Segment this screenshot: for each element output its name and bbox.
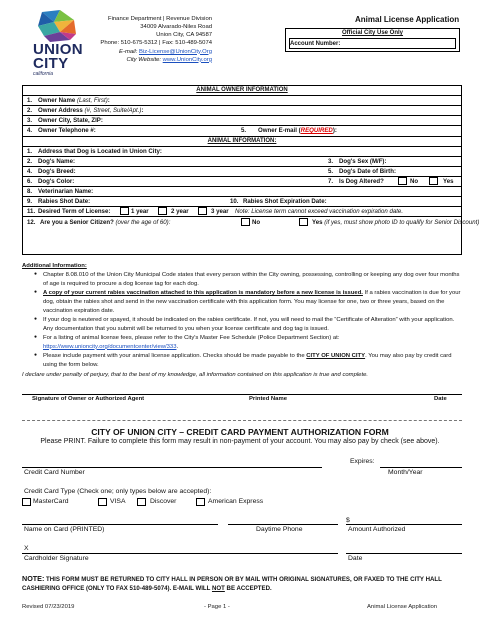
perjury-declaration: I declare under penalty of perjury, that to the best of my knowledge, all information contained on this application is true and complete.: [22, 372, 369, 378]
dog-altered-question: [328, 178, 384, 186]
owner-phone-field[interactable]: [27, 127, 96, 135]
row-number: 5.: [241, 127, 247, 134]
row-tail: :: [141, 107, 144, 114]
info-text: If your dog is neutered or spayed, it should be indicated on the rabies certificate. If not, you will need to mail the “Certificate of Alteration” with your application. Any documentation that you submit will be returned to you when your license certificate and dog tag is issued.: [43, 316, 455, 332]
row-label: Dog's Sex (M/F):: [339, 158, 387, 165]
row-number: 6.: [27, 178, 33, 185]
yes-note: (if yes, must show photo ID to qualify for Senior Discount): [322, 219, 480, 226]
info-text: .: [176, 343, 179, 350]
altered-yes-label: Yes: [443, 178, 454, 185]
row-number: 8.: [27, 188, 33, 195]
dog-name-field[interactable]: [27, 158, 75, 166]
info-item: [34, 352, 462, 370]
month-year-label: Month/Year: [388, 469, 423, 476]
signature-x: X: [24, 545, 29, 552]
senior-yes-label: [312, 219, 479, 227]
owner-email-field[interactable]: [241, 127, 337, 135]
card-number-line[interactable]: [22, 467, 322, 468]
additional-heading: Additional Information:: [22, 263, 87, 269]
row-note: (Last, First): [76, 97, 108, 104]
row-number: 3.: [328, 158, 334, 165]
senior-question: [27, 219, 170, 227]
term-1-year-checkbox[interactable]: [120, 207, 129, 215]
info-list: [34, 271, 462, 370]
row-label: Address that Dog is Located in Union City:: [38, 148, 162, 155]
row-label: Dog's Color:: [38, 178, 75, 185]
email-link[interactable]: Biz-License@UnionCity.Org: [139, 48, 212, 55]
mastercard-checkbox[interactable]: [22, 498, 31, 506]
note-end: BE ACCEPTED.: [224, 585, 272, 593]
dog-sex-field[interactable]: [328, 158, 387, 166]
owner-section-heading: ANIMAL OWNER INFORMATION: [196, 87, 288, 93]
signature-date-label: Date: [434, 396, 447, 402]
row-label: Dog's Date of Birth:: [339, 168, 396, 175]
logo-text-california: california: [33, 71, 54, 77]
row-label: Is Dog Altered?: [339, 178, 384, 185]
row-number: 1.: [27, 97, 33, 104]
daytime-phone-label: Daytime Phone: [256, 526, 303, 533]
row-number: 10.: [230, 198, 239, 205]
return-note: [22, 573, 462, 594]
row-label: Rabies Shot Expiration Date:: [243, 198, 327, 205]
card-type-label: Credit Card Type (Check one; only types below are accepted):: [24, 488, 212, 495]
row-number: 4.: [27, 168, 33, 175]
cc-date-label: Date: [348, 555, 363, 562]
row-number: 7.: [328, 178, 334, 185]
mastercard-label: MasterCard: [33, 498, 69, 505]
info-bold-text: A copy of your current rabies vaccination attached to this application is mandatory before a new license is issued.: [43, 289, 363, 296]
page-number: - Page 1 -: [204, 604, 230, 610]
dog-color-field[interactable]: [27, 178, 74, 186]
term-2-year-checkbox[interactable]: [158, 207, 167, 215]
rabies-expiration-field[interactable]: [230, 198, 327, 206]
row-label: Owner Name: [38, 97, 77, 104]
account-number-label: Account Number:: [290, 41, 341, 47]
address-line-2: Union City, CA 94587: [156, 32, 212, 39]
owner-city-field[interactable]: [27, 117, 103, 125]
phone-fax: Phone: 510-675-5312 | Fax: 510-489-5074: [100, 40, 212, 47]
row-label: Dog's Breed:: [38, 168, 76, 175]
row-number: 1.: [27, 148, 33, 155]
logo-text-union: UNION: [33, 41, 83, 58]
owner-address-field[interactable]: [27, 107, 143, 115]
website-label: City Website:: [126, 56, 163, 63]
term-2-year-label: 2 year: [171, 208, 189, 215]
cardholder-signature-label: Cardholder Signature: [24, 555, 89, 562]
revised-date: Revised 07/23/2019: [22, 604, 75, 610]
email-label: Owner E-mail (: [258, 127, 301, 134]
dog-breed-field[interactable]: [27, 168, 76, 176]
owner-name-field[interactable]: [27, 97, 110, 105]
term-note: Note: License term cannot exceed vaccination expiration date.: [235, 208, 404, 215]
license-term-question: [27, 208, 110, 216]
email-line: [88, 48, 212, 56]
altered-yes-checkbox[interactable]: [429, 177, 438, 185]
footer-title: Animal License Application: [367, 604, 438, 610]
row-label: Dog's Name:: [38, 158, 76, 165]
expiration-line[interactable]: [380, 467, 462, 468]
dollar-sign: $: [346, 517, 350, 524]
info-text: Please include payment with your animal license application. Checks should be made payable to the: [43, 352, 307, 359]
discover-label: Discover: [150, 498, 177, 505]
term-1-year-label: 1 year: [131, 208, 149, 215]
info-item: [34, 289, 462, 316]
name-on-card-label: Name on Card (PRINTED): [24, 526, 105, 533]
info-item: [34, 334, 462, 352]
dog-location-field[interactable]: [27, 148, 162, 156]
address-line-1: 34009 Alvarado-Niles Road: [140, 24, 212, 31]
note-label: NOTE:: [22, 574, 45, 583]
note-text: THIS FORM MUST BE RETURNED TO CITY HALL IN PERSON OR BY MAIL WITH ORIGINAL SIGNATURES, OR FAXED TO THE CITY HALL CASHIERING OFFICE (ONLY TO FAX 510-489-5074). E-MAIL WILL: [22, 576, 442, 593]
additional-information: [22, 262, 462, 370]
amount-line[interactable]: [346, 524, 462, 525]
printed-name-label: Printed Name: [249, 396, 287, 402]
email-label: E-mail:: [119, 48, 140, 55]
info-item: [34, 271, 462, 289]
fee-schedule-link[interactable]: https://www.unioncity.org/documentcenter/view/333: [43, 343, 177, 350]
visa-label: VISA: [110, 498, 126, 505]
page-title: Animal License Application: [355, 15, 460, 24]
info-text: Chapter 8.08.010 of the Union City Municipal Code states that every person within the City owning, possessing, controlling or keeping any dog over four months of age is required to procure a dog license tag for each dog.: [43, 271, 460, 287]
row-note: (over the age of 60):: [115, 219, 171, 226]
animal-section-heading: ANIMAL INFORMATION:: [207, 138, 277, 144]
cardholder-signature-line[interactable]: [22, 553, 338, 554]
website-line: [88, 56, 212, 64]
row-number: 2.: [27, 107, 33, 114]
term-3-year-label: 3 year: [211, 208, 229, 215]
department-header: [88, 15, 212, 64]
row-number: 2.: [27, 158, 33, 165]
email-tail: ):: [332, 127, 337, 134]
official-use-label: Official City Use Only: [341, 30, 404, 36]
row-label: Owner Telephone #:: [38, 127, 96, 134]
row-label: Rabies Shot Date:: [38, 198, 91, 205]
info-text: . You may also pay by credit card using the form below.: [43, 352, 452, 368]
altered-no-label: No: [410, 178, 419, 185]
cc-form-instructions: Please PRINT. Failure to complete this form may result in non-payment of your account. You may also pay by check (see above).: [40, 438, 440, 445]
expires-label: Expires:: [350, 458, 375, 465]
amex-checkbox[interactable]: [196, 498, 205, 506]
application-form: [22, 85, 480, 255]
website-link[interactable]: www.UnionCity.org: [162, 56, 212, 63]
row-label: Owner City, State, ZIP:: [38, 117, 103, 124]
rabies-date-field[interactable]: [27, 198, 90, 206]
amount-label: Amount Authorized: [348, 526, 406, 533]
info-item: [34, 316, 462, 334]
cut-line: [22, 420, 462, 421]
name-on-card-line[interactable]: [22, 524, 218, 525]
row-number: 11.: [27, 208, 36, 215]
amex-label: American Express: [208, 498, 264, 505]
cc-form-title: CITY OF UNION CITY – CREDIT CARD PAYMENT AUTHORIZATION FORM: [91, 427, 389, 437]
required-marker: REQUIRED: [300, 127, 333, 134]
row-number: 9.: [27, 198, 33, 205]
logo-text-city: CITY: [33, 55, 69, 72]
yes-text: Yes: [312, 219, 323, 226]
row-number: 12.: [27, 219, 36, 226]
senior-yes-checkbox[interactable]: [299, 218, 308, 226]
dept-name: Finance Department | Revenue Division: [107, 16, 212, 22]
senior-no-label: No: [252, 219, 261, 226]
senior-no-checkbox[interactable]: [241, 218, 250, 226]
note-not: NOT: [211, 585, 225, 593]
cc-date-line[interactable]: [346, 553, 462, 554]
row-label: Veterinarian Name:: [38, 188, 94, 195]
row-label: Owner Address: [38, 107, 85, 114]
row-number: 3.: [27, 117, 33, 124]
official-use-box: [285, 28, 460, 52]
term-3-year-checkbox[interactable]: [198, 207, 207, 215]
daytime-phone-line[interactable]: [228, 524, 338, 525]
dog-dob-field[interactable]: [328, 168, 396, 176]
row-number: 4.: [27, 127, 33, 134]
row-note: (#, Street, Suite/Apt.): [84, 107, 142, 114]
signature-line[interactable]: [22, 394, 462, 395]
row-label: Are you a Senior Citizen?: [40, 219, 116, 226]
vet-name-field[interactable]: [27, 188, 93, 196]
visa-checkbox[interactable]: [98, 498, 107, 506]
discover-checkbox[interactable]: [137, 498, 146, 506]
info-text: If a rabies vaccination is due for your dog, obtain the rabies shot and send in the new vaccination certificate with this application form. You may license for one, two or three years, based on the vaccination expiration date.: [43, 289, 461, 314]
union-city-logo: [30, 10, 90, 80]
info-text: For a listing of animal license fees, please refer to the City's Master Fee Schedule (Police Department Section) at:: [43, 334, 340, 341]
altered-no-checkbox[interactable]: [398, 177, 407, 185]
info-bold-text: CITY OF UNION CITY: [306, 352, 366, 359]
row-tail: :: [107, 97, 110, 104]
row-number: 5.: [328, 168, 334, 175]
owner-signature-label: Signature of Owner or Authorized Agent: [32, 396, 145, 402]
row-label: Desired Term of License:: [38, 208, 111, 215]
card-number-label: Credit Card Number: [24, 469, 85, 476]
